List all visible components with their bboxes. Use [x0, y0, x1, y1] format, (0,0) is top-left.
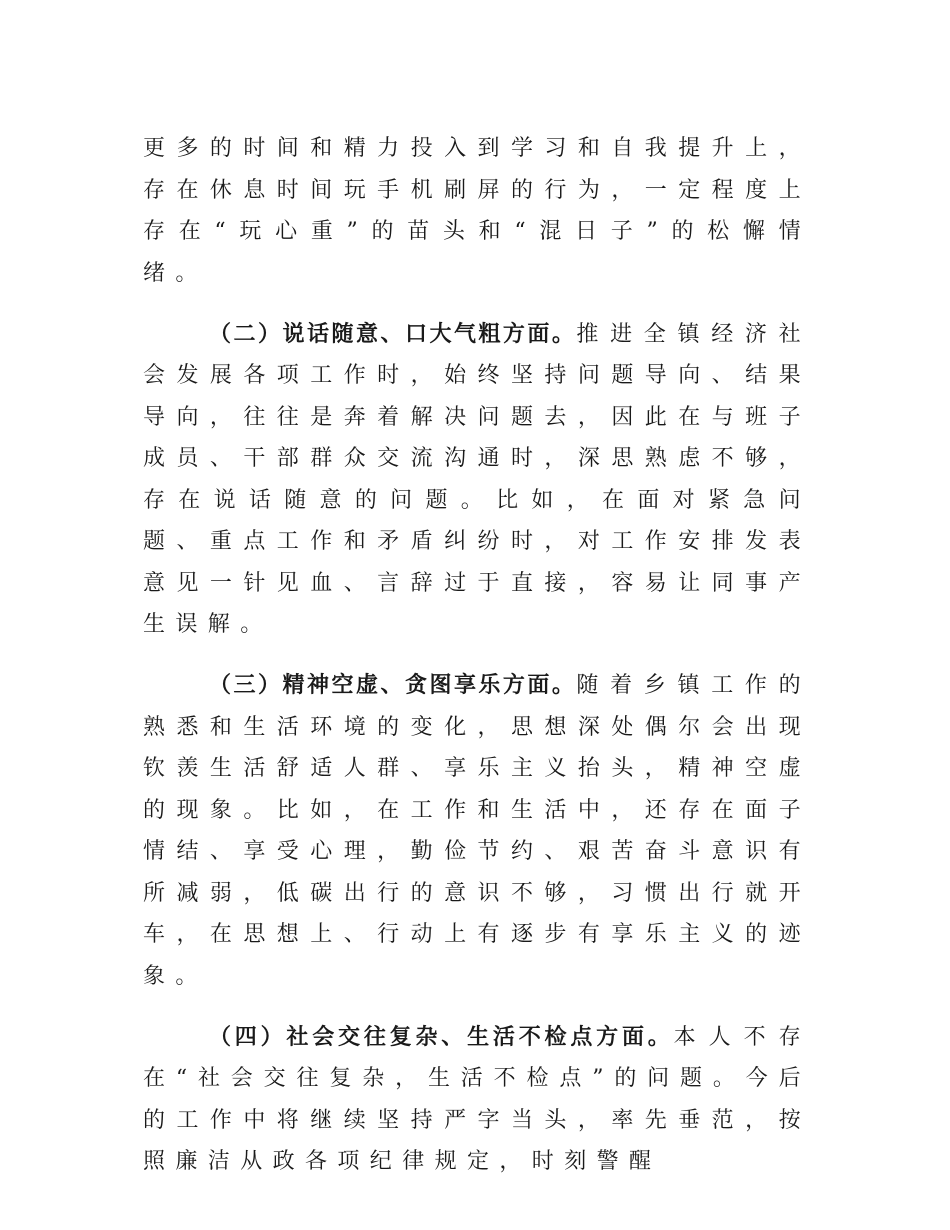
section-heading: （三）精神空虚、贪图享乐方面。 [209, 673, 577, 698]
paragraph-body: 随着乡镇工作的熟悉和生活环境的变化，思想深处偶尔会出现钦羡生活舒适人群、享乐主义抬头，精神空虚的现象。比如，在工作和生活中，还存在面子情结、享受心理，勤俭节约、艰苦奋斗意识有所减弱，低碳出行的意识不够，习惯出行就开车，在思想上、行动上有逐步有享乐主义的迹象。 [143, 673, 811, 989]
paragraph-section-2 [143, 314, 811, 646]
paragraph-body: 本人不存在“社会交往复杂，生活不检点”的问题。今后的工作中将继续坚持严字当头，率先垂范，按照廉洁从政各项纪律规定，时刻警醒 [143, 1024, 811, 1174]
document-page [143, 128, 811, 1202]
paragraph-section-3 [143, 665, 811, 997]
section-heading: （二）说话随意、口大气粗方面。 [209, 321, 577, 347]
section-heading: （四）社会交往复杂、生活不检点方面。 [209, 1024, 674, 1050]
paragraph-body: 更多的时间和精力投入到学习和自我提升上，存在休息时间玩手机刷屏的行为，一定程度上存在“玩心重”的苗头和“混日子”的松懈情绪。 [143, 136, 811, 286]
paragraph-continuation [143, 128, 811, 294]
paragraph-body: 推进全镇经济社会发展各项工作时，始终坚持问题导向、结果导向，往往是奔着解决问题去，因此在与班子成员、干部群众交流沟通时，深思熟虑不够，存在说话随意的问题。比如，在面对紧急问题、重点工作和矛盾纠纷时，对工作安排发表意见一针见血、言辞过于直接，容易让同事产生误解。 [143, 321, 811, 637]
paragraph-section-4 [143, 1017, 811, 1183]
